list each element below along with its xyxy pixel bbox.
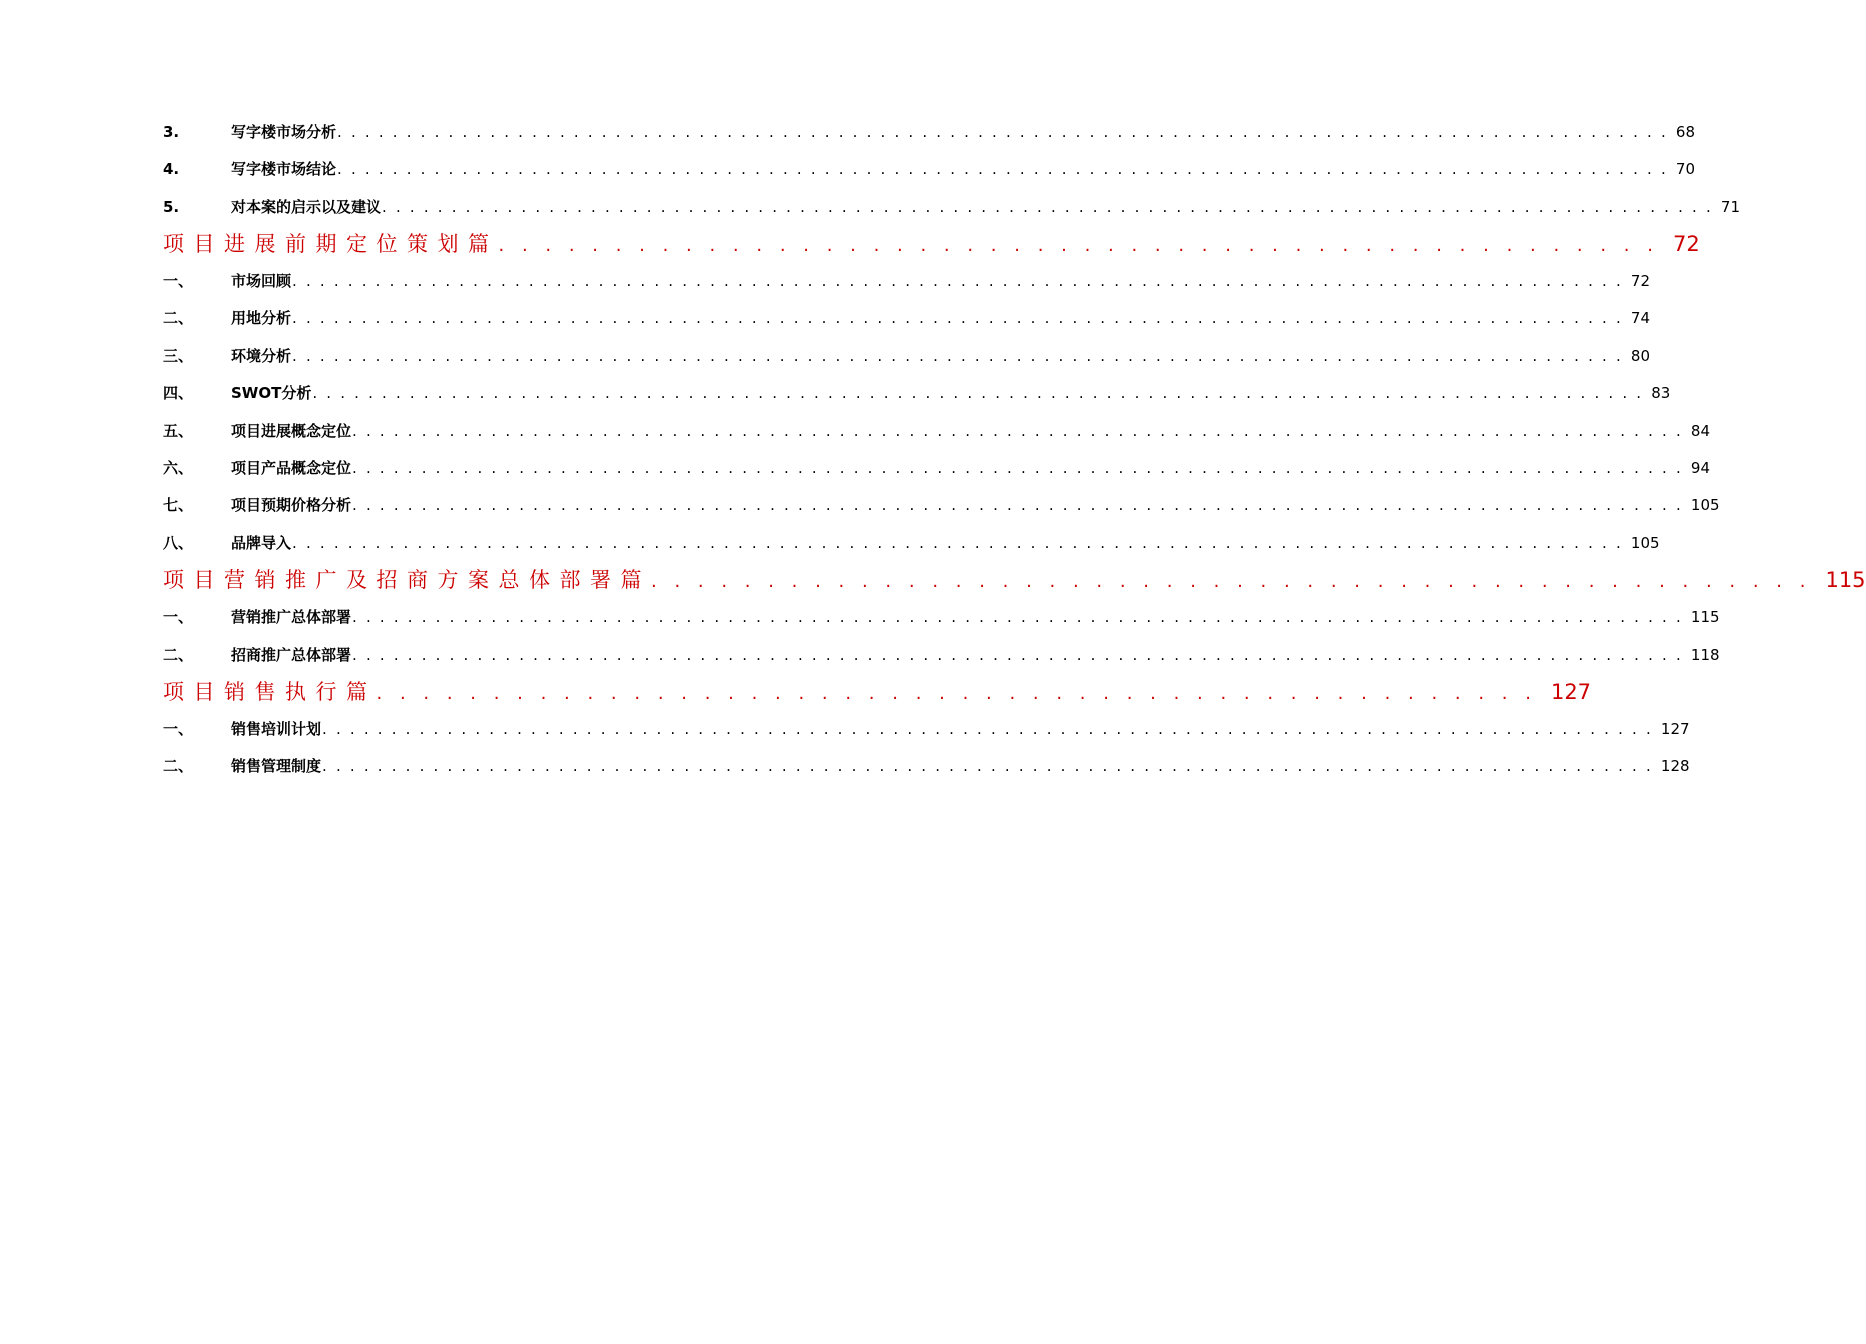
toc-leader-dots: . . . . . . . . . . . . . . . . . . . . . . . . . . . . . . . . . . . . . . . . . . . . . . . . . . . . . . . . . . . . . . . . . . . . . . . . . . . . . . . . . . . . . . . . . . . . . . . . bbox=[292, 272, 1623, 290]
toc-entry-title: 对本案的启示以及建议 bbox=[231, 198, 382, 216]
toc-entry[interactable] bbox=[163, 158, 1696, 180]
toc-page-number: 68 bbox=[1675, 123, 1696, 141]
toc-entry-number: 二、 bbox=[163, 309, 194, 327]
toc-page-number: 72 bbox=[1630, 272, 1651, 290]
toc-page-number: 70 bbox=[1675, 160, 1696, 178]
toc-page-number: 71 bbox=[1720, 198, 1741, 216]
toc-entry-title: 写字楼市场分析 bbox=[231, 123, 337, 141]
toc-entry[interactable] bbox=[163, 457, 1711, 479]
toc-chapter-entry[interactable] bbox=[163, 229, 1700, 259]
toc-page-number: 128 bbox=[1660, 757, 1690, 775]
toc-entry-title: 品牌导入 bbox=[231, 534, 292, 552]
toc-entry[interactable] bbox=[163, 755, 1690, 777]
toc-entry-title: 用地分析 bbox=[231, 309, 292, 327]
toc-entry-title: 招商推广总体部署 bbox=[231, 646, 352, 664]
toc-page-number: 127 bbox=[1550, 680, 1592, 704]
toc-leader-dots: . . . . . . . . . . . . . . . . . . . . . . . . . . . . . . . . . . . . . . . . . . . . . . . . . . . . . . . . . . . . . . . . . . . . . . . . . . . . . . . . . . . . . . . . . . . . . . . . bbox=[352, 459, 1683, 477]
toc-page-number: 94 bbox=[1690, 459, 1711, 477]
toc-leader-dots: . . . . . . . . . . . . . . . . . . . . . . . . . . . . . . . . . . . . . . . . . . . . . . . . . . . . . . . . . . . . . . . . . . . . . . . . . . . . . . . . . . . . . . . . . . . . . . . . bbox=[352, 646, 1683, 664]
toc-entry[interactable] bbox=[163, 718, 1690, 740]
toc-page-number: 72 bbox=[1672, 232, 1700, 256]
toc-entry[interactable] bbox=[163, 307, 1651, 329]
toc-entry-title: 销售培训计划 bbox=[231, 720, 322, 738]
toc-page-number: 84 bbox=[1690, 422, 1711, 440]
toc-chapter-entry[interactable] bbox=[163, 677, 1592, 707]
toc-leader-dots: . . . . . . . . . . . . . . . . . . . . . . . . . . . . . . . . . . . . . . . . . . . . . . . . . . bbox=[376, 683, 1537, 704]
toc-entry-number: 3. bbox=[163, 123, 180, 141]
toc-page-number: 83 bbox=[1651, 384, 1671, 402]
toc-leader-dots: . . . . . . . . . . . . . . . . . . . . . . . . . . . . . . . . . . . . . . . . . . . . . . . . . . bbox=[651, 571, 1812, 592]
toc-entry-number: 一、 bbox=[163, 272, 194, 290]
toc-entry-title: 营销推广总体部署 bbox=[231, 608, 352, 626]
toc-entry[interactable] bbox=[163, 420, 1711, 442]
toc-entry[interactable] bbox=[163, 494, 1720, 516]
toc-leader-dots: . . . . . . . . . . . . . . . . . . . . . . . . . . . . . . . . . . . . . . . . . . . . . . . . . . . . . . . . . . . . . . . . . . . . . . . . . . . . . . . . . . . . . . . . . . . . . . . . bbox=[352, 496, 1683, 514]
toc-leader-dots: . . . . . . . . . . . . . . . . . . . . . . . . . . . . . . . . . . . . . . . . . . . . . . . . . . . . . . . . . . . . . . . . . . . . . . . . . . . . . . . . . . . . . . . . . . . . . . . . bbox=[292, 309, 1623, 327]
toc-chapter-title: 项目销售执行篇 bbox=[163, 680, 377, 704]
toc-leader-dots: . . . . . . . . . . . . . . . . . . . . . . . . . . . . . . . . . . . . . . . . . . . . . . . . . . bbox=[498, 235, 1659, 256]
toc-leader-dots: . . . . . . . . . . . . . . . . . . . . . . . . . . . . . . . . . . . . . . . . . . . . . . . . . . . . . . . . . . . . . . . . . . . . . . . . . . . . . . . . . . . . . . . . . . . . . . . . bbox=[322, 757, 1653, 775]
toc-page-number: 115 bbox=[1825, 568, 1866, 592]
toc-entry-number: 二、 bbox=[163, 757, 194, 775]
toc-chapter-entry[interactable] bbox=[163, 565, 1866, 595]
toc-entry-title: SWOT分析 bbox=[231, 384, 312, 402]
toc-page-number: 105 bbox=[1630, 534, 1660, 552]
toc-entry-number: 4. bbox=[163, 160, 180, 178]
toc-page-number: 118 bbox=[1690, 646, 1720, 664]
toc-entry-title: 销售管理制度 bbox=[231, 757, 322, 775]
toc-entry[interactable] bbox=[163, 121, 1696, 143]
toc-entry[interactable] bbox=[163, 532, 1660, 554]
toc-entry-number: 六、 bbox=[163, 459, 194, 477]
toc-entry-number: 一、 bbox=[163, 720, 194, 738]
toc-entry-title: 市场回顾 bbox=[231, 272, 292, 290]
toc-leader-dots: . . . . . . . . . . . . . . . . . . . . . . . . . . . . . . . . . . . . . . . . . . . . . . . . . . . . . . . . . . . . . . . . . . . . . . . . . . . . . . . . . . . . . . . . . . . . . . . . bbox=[337, 123, 1668, 141]
toc-leader-dots: . . . . . . . . . . . . . . . . . . . . . . . . . . . . . . . . . . . . . . . . . . . . . . . . . . . . . . . . . . . . . . . . . . . . . . . . . . . . . . . . . . . . . . . . . . . . . . . . bbox=[322, 720, 1653, 738]
toc-entry-number: 五、 bbox=[163, 422, 194, 440]
toc-entry-title: 环境分析 bbox=[231, 347, 292, 365]
toc-leader-dots: . . . . . . . . . . . . . . . . . . . . . . . . . . . . . . . . . . . . . . . . . . . . . . . . . . . . . . . . . . . . . . . . . . . . . . . . . . . . . . . . . . . . . . . . . . . . . . . . bbox=[352, 422, 1683, 440]
toc-entry-number: 三、 bbox=[163, 347, 194, 365]
toc-entry-title: 项目进展概念定位 bbox=[231, 422, 352, 440]
toc-entry-number: 四、 bbox=[163, 384, 194, 402]
toc-chapter-title: 项目营销推广及招商方案总体部署篇 bbox=[163, 568, 651, 592]
toc-page-number: 74 bbox=[1630, 309, 1651, 327]
toc-leader-dots: . . . . . . . . . . . . . . . . . . . . . . . . . . . . . . . . . . . . . . . . . . . . . . . . . . . . . . . . . . . . . . . . . . . . . . . . . . . . . . . . . . . . . . . . . . . . . . . . bbox=[312, 384, 1644, 402]
toc-entry-title: 项目产品概念定位 bbox=[231, 459, 352, 477]
toc-leader-dots: . . . . . . . . . . . . . . . . . . . . . . . . . . . . . . . . . . . . . . . . . . . . . . . . . . . . . . . . . . . . . . . . . . . . . . . . . . . . . . . . . . . . . . . . . . . . . . . . bbox=[292, 347, 1623, 365]
toc-chapter-title: 项目进展前期定位策划篇 bbox=[163, 232, 499, 256]
toc-entry-number: 七、 bbox=[163, 496, 194, 514]
toc-entry-title: 写字楼市场结论 bbox=[231, 160, 337, 178]
toc-entry-number: 二、 bbox=[163, 646, 194, 664]
toc-entry-title: 项目预期价格分析 bbox=[231, 496, 352, 514]
toc-leader-dots: . . . . . . . . . . . . . . . . . . . . . . . . . . . . . . . . . . . . . . . . . . . . . . . . . . . . . . . . . . . . . . . . . . . . . . . . . . . . . . . . . . . . . . . . . . . . . . . . bbox=[292, 534, 1623, 552]
toc-entry[interactable] bbox=[163, 270, 1651, 292]
toc-entry-number: 5. bbox=[163, 198, 180, 216]
toc-entry[interactable] bbox=[163, 196, 1741, 218]
toc-page-number: 105 bbox=[1690, 496, 1720, 514]
toc-entry[interactable] bbox=[163, 382, 1671, 404]
toc-entry[interactable] bbox=[163, 644, 1720, 666]
toc-entry[interactable] bbox=[163, 606, 1720, 628]
toc-page-number: 127 bbox=[1660, 720, 1690, 738]
toc-leader-dots: . . . . . . . . . . . . . . . . . . . . . . . . . . . . . . . . . . . . . . . . . . . . . . . . . . . . . . . . . . . . . . . . . . . . . . . . . . . . . . . . . . . . . . . . . . . . . . . . bbox=[352, 608, 1683, 626]
toc-page-number: 80 bbox=[1630, 347, 1651, 365]
toc-leader-dots: . . . . . . . . . . . . . . . . . . . . . . . . . . . . . . . . . . . . . . . . . . . . . . . . . . . . . . . . . . . . . . . . . . . . . . . . . . . . . . . . . . . . . . . . . . . . . . . . bbox=[337, 160, 1668, 178]
toc-entry-number: 八、 bbox=[163, 534, 194, 552]
toc-entry[interactable] bbox=[163, 345, 1651, 367]
toc-page-number: 115 bbox=[1690, 608, 1720, 626]
toc-leader-dots: . . . . . . . . . . . . . . . . . . . . . . . . . . . . . . . . . . . . . . . . . . . . . . . . . . . . . . . . . . . . . . . . . . . . . . . . . . . . . . . . . . . . . . . . . . . . . . . . bbox=[382, 198, 1713, 216]
toc-entry-number: 一、 bbox=[163, 608, 194, 626]
